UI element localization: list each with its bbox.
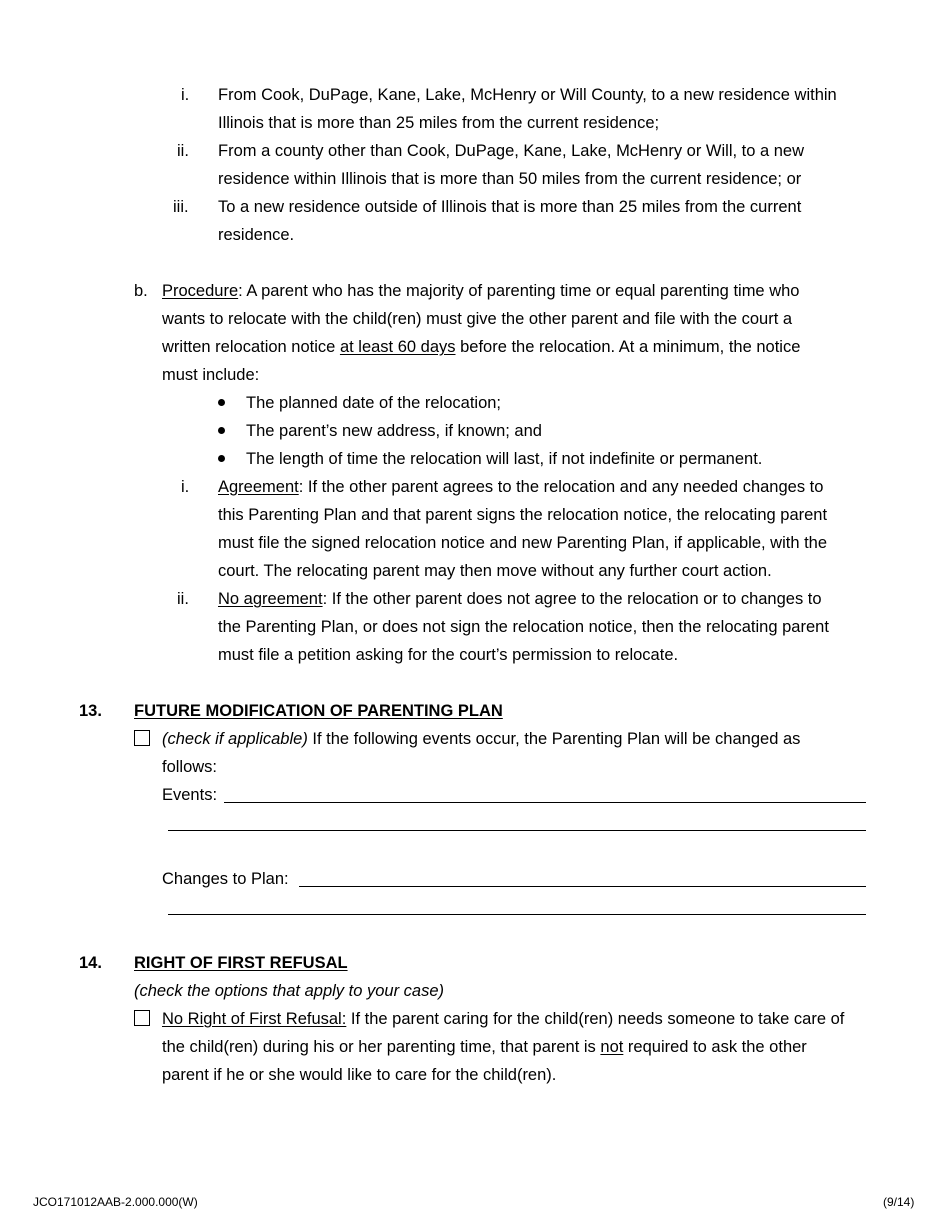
- list-item-text: To a new residence outside of Illinois that is more than 25 miles from the current: [218, 198, 802, 216]
- agreement-line: this Parenting Plan and that parent signs the relocation notice, the relocating parent: [218, 506, 828, 524]
- no-agreement-line: the Parenting Plan, or does not sign the relocation notice, then the relocating parent: [218, 618, 829, 636]
- bullet-icon: [218, 455, 225, 462]
- agreement-line: Agreement: If the other parent agrees to the relocation and any needed changes to: [218, 478, 824, 496]
- no-agreement-heading: No agreement: [218, 590, 323, 608]
- list-item-text: From a county other than Cook, DuPage, Kane, Lake, McHenry or Will, to a new: [218, 142, 805, 160]
- section-13-number: 13.: [79, 702, 102, 720]
- events-field[interactable]: [224, 802, 866, 803]
- form-code: JCO171012AAB-2.000.000(W): [33, 1195, 198, 1209]
- bullet-item: The length of time the relocation will last, if not indefinite or permanent.: [246, 450, 763, 468]
- procedure-marker: b.: [134, 282, 148, 300]
- events-field-continued[interactable]: [168, 830, 866, 831]
- bullet-item: The parent’s new address, if known; and: [246, 422, 542, 440]
- list-marker: ii.: [177, 142, 189, 160]
- agreement-heading: Agreement: [218, 478, 299, 496]
- changes-field-continued[interactable]: [168, 914, 866, 915]
- modification-checkbox[interactable]: [134, 730, 150, 746]
- deadline-emphasis: at least 60 days: [339, 338, 456, 356]
- no-agreement-line: No agreement: If the other parent does not agree to the relocation or to changes to: [218, 590, 822, 608]
- page-number: (9/14): [883, 1195, 915, 1209]
- section-13-title: FUTURE MODIFICATION OF PARENTING PLAN: [134, 702, 503, 720]
- list-item-text: Illinois that is more than 25 miles from the current residence;: [218, 114, 660, 132]
- procedure-paragraph-line: Procedure: A parent who has the majority of parenting time or equal parenting time who: [162, 282, 800, 300]
- first-refusal-line: No Right of First Refusal: If the parent caring for the child(ren) needs someone to take care of: [162, 1010, 845, 1028]
- bullet-icon: [218, 399, 225, 406]
- section-14-instruction: (check the options that apply to your case): [134, 982, 445, 1000]
- agreement-marker: i.: [181, 478, 190, 496]
- not-emphasis: not: [600, 1038, 624, 1056]
- list-item-text: residence.: [218, 226, 295, 244]
- modification-check-text: (check if applicable) If the following events occur, the Parenting Plan will be changed as: [162, 730, 801, 748]
- section-14-number: 14.: [79, 954, 102, 972]
- procedure-paragraph-line: wants to relocate with the child(ren) must give the other parent and file with the court a: [162, 310, 793, 328]
- agreement-line: court. The relocating parent may then move without any further court action.: [218, 562, 772, 580]
- list-item-text: residence within Illinois that is more than 50 miles from the current residence; or: [218, 170, 802, 188]
- agreement-line: must file the signed relocation notice and new Parenting Plan, if applicable, with the: [218, 534, 828, 552]
- first-refusal-line: parent if he or she would like to care for the child(ren).: [162, 1066, 557, 1084]
- procedure-paragraph-line: must include:: [162, 366, 260, 384]
- no-first-refusal-heading: No Right of First Refusal:: [162, 1010, 347, 1028]
- bullet-item: The planned date of the relocation;: [246, 394, 502, 412]
- events-label: Events:: [162, 786, 218, 804]
- procedure-paragraph-line: written relocation notice at least 60 days before the relocation. At a minimum, the notice: [162, 338, 801, 356]
- changes-field[interactable]: [299, 886, 866, 887]
- bullet-icon: [218, 427, 225, 434]
- list-marker: iii.: [173, 198, 189, 216]
- modification-check-text: follows:: [162, 758, 218, 776]
- no-agreement-line: must file a petition asking for the court’s permission to relocate.: [218, 646, 679, 664]
- section-14-title: RIGHT OF FIRST REFUSAL: [134, 954, 348, 972]
- no-first-refusal-checkbox[interactable]: [134, 1010, 150, 1026]
- first-refusal-line: the child(ren) during his or her parenting time, that parent is not required to ask the other: [162, 1038, 807, 1056]
- procedure-heading: Procedure: [162, 282, 239, 300]
- list-marker: i.: [181, 86, 190, 104]
- changes-label: Changes to Plan:: [162, 870, 289, 888]
- no-agreement-marker: ii.: [177, 590, 189, 608]
- list-item-text: From Cook, DuPage, Kane, Lake, McHenry or Will County, to a new residence within: [218, 86, 837, 104]
